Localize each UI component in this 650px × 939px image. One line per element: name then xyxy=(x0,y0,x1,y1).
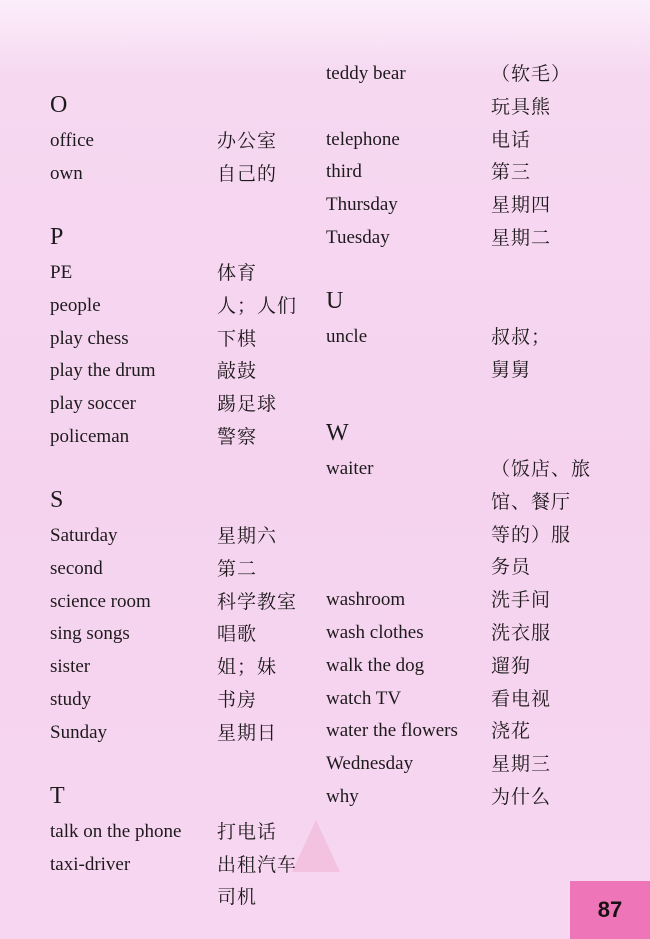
english-word: teddy bear xyxy=(326,63,406,84)
page-number-badge: 87 xyxy=(570,881,650,939)
chinese-meaning: （软毛） xyxy=(491,63,572,85)
english-word: taxi-driver xyxy=(50,853,131,875)
chinese-meaning: （饭店、旅 xyxy=(491,457,592,480)
english-word: talk on the phone xyxy=(50,820,182,842)
chinese-meaning: 科学教室 xyxy=(217,590,298,613)
english-word: third xyxy=(326,161,362,183)
section-letter: O xyxy=(50,92,68,118)
chinese-meaning: 洗手间 xyxy=(491,589,552,612)
english-word: second xyxy=(50,557,103,579)
english-word: washroom xyxy=(326,589,406,611)
chinese-meaning: 叔叔； xyxy=(491,326,552,349)
chinese-meaning: 玩具熊 xyxy=(491,95,552,118)
chinese-meaning: 姐；妹 xyxy=(217,656,278,679)
chinese-meaning: 为什么 xyxy=(491,785,552,808)
section-letter: P xyxy=(50,223,64,250)
english-word: office xyxy=(50,130,94,152)
english-word: water the flowers xyxy=(326,720,458,742)
english-word: watch TV xyxy=(326,687,402,709)
english-word: sing songs xyxy=(50,623,130,645)
english-word: play the drum xyxy=(50,360,156,382)
chinese-meaning: 洗衣服 xyxy=(491,621,552,644)
chinese-meaning: 打电话 xyxy=(217,820,278,843)
chinese-meaning: 踢足球 xyxy=(217,393,278,416)
english-word: PE xyxy=(50,261,73,283)
chinese-meaning: 星期日 xyxy=(217,721,278,744)
english-word: science room xyxy=(50,590,151,612)
chinese-meaning: 星期三 xyxy=(491,753,552,776)
chinese-meaning: 星期四 xyxy=(491,194,552,217)
chinese-meaning: 司机 xyxy=(217,886,258,909)
section-letter: S xyxy=(50,486,64,513)
english-word: policeman xyxy=(50,425,130,447)
english-word: play soccer xyxy=(50,393,136,415)
chinese-meaning: 务员 xyxy=(491,556,532,579)
chinese-meaning: 电话 xyxy=(491,128,532,151)
chinese-meaning: 第二 xyxy=(217,557,258,580)
chinese-meaning: 第三 xyxy=(491,161,532,184)
english-word: Saturday xyxy=(50,525,118,546)
chinese-meaning: 警察 xyxy=(217,425,258,448)
chinese-meaning: 浇花 xyxy=(491,720,532,743)
chinese-meaning: 等的）服 xyxy=(491,523,572,546)
chinese-meaning: 下棋 xyxy=(217,327,258,350)
chinese-meaning: 看电视 xyxy=(491,687,552,710)
chinese-meaning: 自己的 xyxy=(217,162,278,185)
section-letter: T xyxy=(50,782,65,809)
chinese-meaning: 出租汽车 xyxy=(217,853,298,876)
chinese-meaning: 星期二 xyxy=(491,227,552,249)
english-word: sister xyxy=(50,656,91,678)
english-word: why xyxy=(326,785,359,807)
english-word: Tuesday xyxy=(326,227,390,248)
chinese-meaning: 办公室 xyxy=(217,130,278,153)
english-word: waiter xyxy=(326,457,374,479)
english-word: walk the dog xyxy=(326,654,425,676)
english-word: play chess xyxy=(50,327,129,349)
watermark-triangle-icon xyxy=(292,820,340,872)
chinese-meaning: 舅舅 xyxy=(491,358,532,381)
english-word: uncle xyxy=(326,326,368,348)
chinese-meaning: 人；人们 xyxy=(217,294,298,317)
chinese-meaning: 馆、餐厅 xyxy=(491,490,572,513)
english-word: telephone xyxy=(326,128,400,150)
english-word: Thursday xyxy=(326,194,398,216)
section-letter: U xyxy=(326,287,344,314)
english-word: wash clothes xyxy=(326,621,424,643)
chinese-meaning: 书房 xyxy=(217,689,258,711)
chinese-meaning: 敲鼓 xyxy=(217,360,258,383)
english-word: Wednesday xyxy=(326,753,414,775)
english-word: own xyxy=(50,162,83,184)
english-word: Sunday xyxy=(50,721,107,743)
chinese-meaning: 星期六 xyxy=(217,525,278,547)
section-letter: W xyxy=(326,419,349,446)
chinese-meaning: 体育 xyxy=(217,261,258,284)
chinese-meaning: 遛狗 xyxy=(491,654,532,677)
english-word: study xyxy=(50,689,92,710)
chinese-meaning: 唱歌 xyxy=(217,623,258,646)
english-word: people xyxy=(50,294,101,316)
